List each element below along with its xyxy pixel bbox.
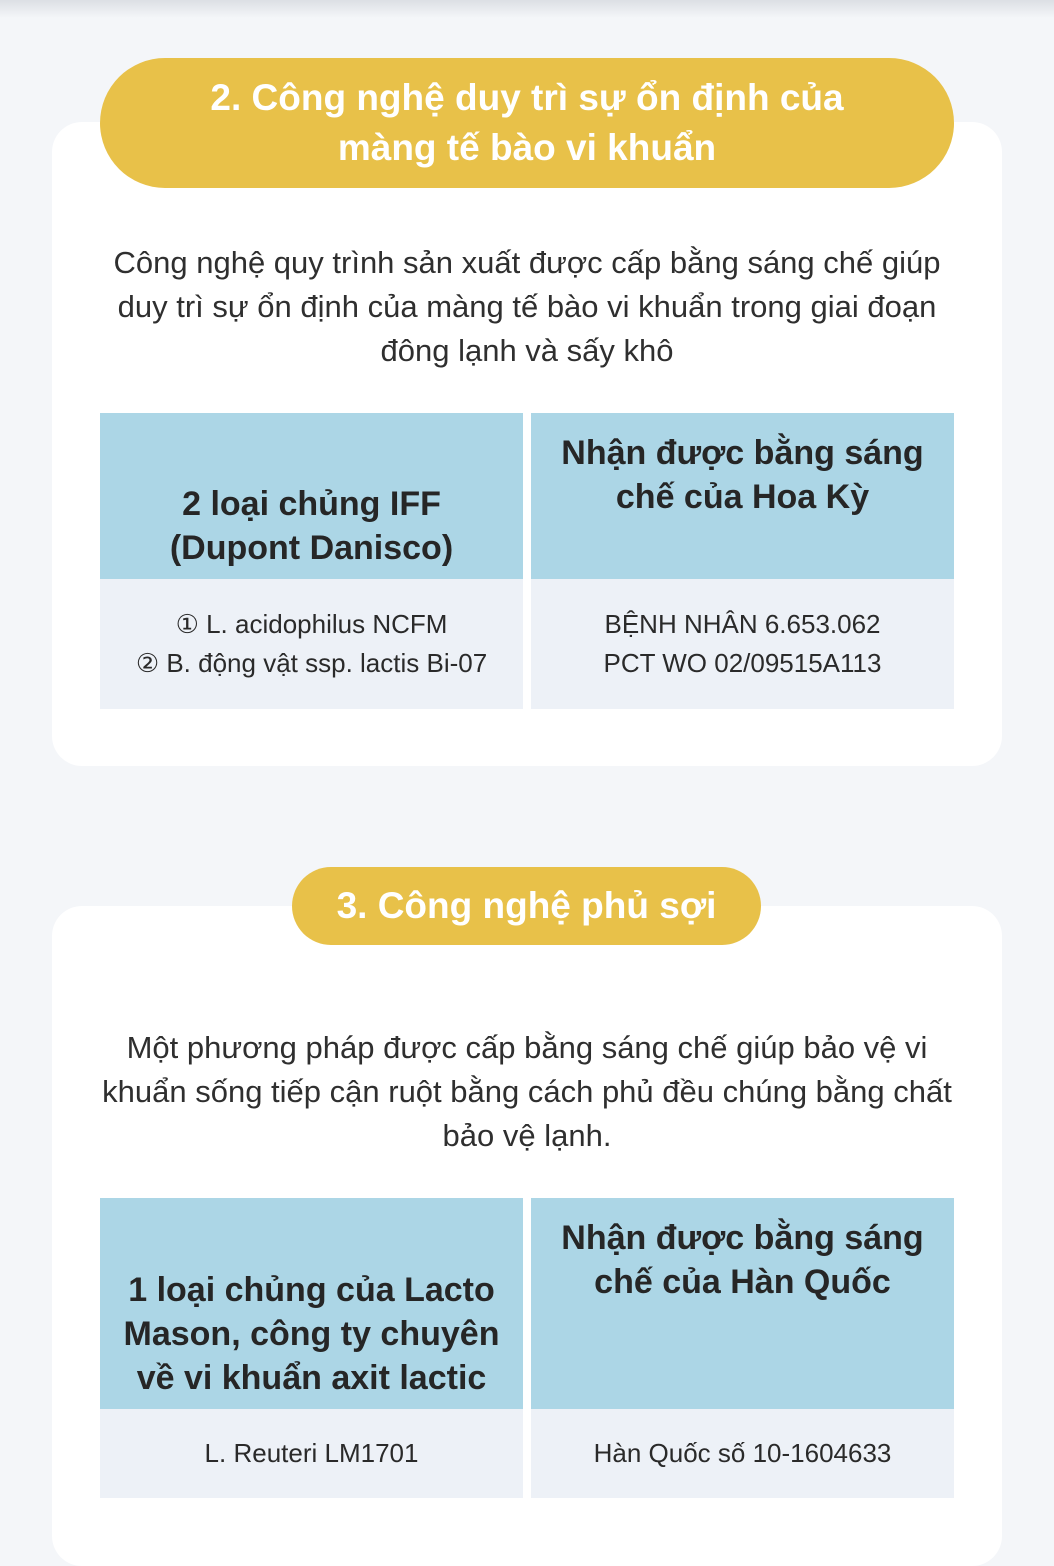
section-3-description: Một phương pháp được cấp bằng sáng chế giúp bảo vệ vi khuẩn sống tiếp cận ruột bằng cách phủ đều chúng bằng chất bảo vệ lạnh.	[102, 1030, 952, 1153]
strain-item: L. Reuteri LM1701	[204, 1438, 419, 1468]
strain-item: ① L. acidophilus NCFM	[175, 609, 448, 639]
patent-number: PCT WO 02/09515A113	[603, 648, 882, 678]
section-2-description: Công nghệ quy trình sản xuất được cấp bằng sáng chế giúp duy trì sự ổn định của màng tế bào vi khuẩn trong giai đoạn đông lạnh và sấy khô	[113, 245, 941, 368]
table-3-left-body	[100, 1409, 523, 1498]
table-2-left-header: 2 loại chủng IFF (Dupont Danisco)	[100, 413, 523, 579]
table-2-left-body	[100, 579, 523, 709]
patent-number: Hàn Quốc số 10-1604633	[593, 1438, 892, 1468]
table-2-right-header: Nhận được bằng sáng chế của Hoa Kỳ	[531, 413, 954, 579]
table-3-right-header: Nhận được bằng sáng chế của Hàn Quốc	[531, 1198, 954, 1409]
patent-number: BỆNH NHÂN 6.653.062	[604, 609, 881, 639]
table-3-left-header: 1 loại chủng của Lacto Mason, công ty chuyên về vi khuẩn axit lactic	[100, 1198, 523, 1409]
table-2-right-body	[531, 579, 954, 709]
strain-item: ② B. động vật ssp. lactis Bi-07	[135, 648, 488, 678]
section-3-title: 3. Công nghệ phủ sợi	[292, 867, 761, 945]
section-2-title: 2. Công nghệ duy trì sự ổn định của màng tế bào vi khuẩn	[100, 58, 954, 188]
table-3-right-body	[531, 1409, 954, 1498]
top-shadow	[0, 0, 1054, 18]
